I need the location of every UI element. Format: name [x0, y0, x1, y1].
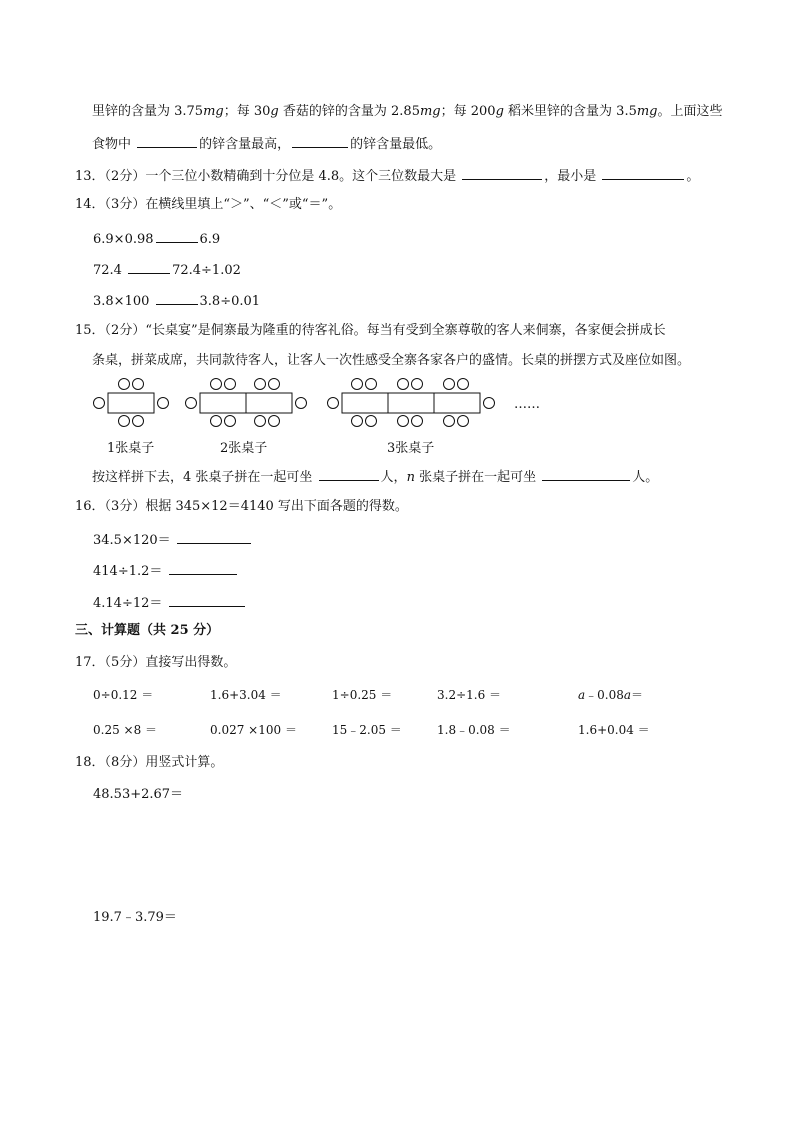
q14-right: 3.8÷0.01	[199, 294, 261, 309]
q17-r1-c1: 0÷0.12 ＝	[93, 688, 154, 702]
q14-left: 72.4	[93, 263, 122, 278]
q17-r2-c2: 0.027 ×100 ＝	[210, 723, 297, 737]
q13-line	[75, 165, 699, 186]
q12-text-a: 里锌的含量为 3.75	[92, 104, 204, 119]
q14-stem: 14．（3分）在横线里填上“＞”、“＜”或“＝”。	[75, 197, 342, 212]
answer-blank[interactable]	[542, 466, 630, 481]
q17-r2-c1: 0.25 ×8 ＝	[93, 723, 158, 737]
q12-text-f: 。上面这些	[657, 104, 723, 119]
q12-text-g: 食物中	[92, 137, 132, 152]
figure-label-2: 2张桌子	[220, 441, 268, 456]
q12-text-b: ；每 30	[223, 104, 271, 119]
q17-r1-c5	[578, 686, 643, 704]
q17-r2-c5: 1.6+0.04 ＝	[578, 723, 650, 737]
answer-blank[interactable]	[462, 165, 542, 180]
unit-mg: mg	[419, 104, 441, 119]
q13-text-a: 13．（2分）一个三位小数精确到十分位是 4.8。这个三位数最大是	[75, 169, 457, 184]
q17-r2-c3: 15﹣2.05 ＝	[332, 723, 402, 737]
q15-text-a: 按这样拼下去，4 张桌子拼在一起可坐	[92, 470, 313, 485]
q12-text-i: 的锌含量最低。	[350, 137, 442, 152]
answer-blank[interactable]	[319, 466, 379, 481]
unit-mg: mg	[636, 104, 658, 119]
q13-text-c: 。	[686, 169, 700, 184]
answer-blank[interactable]	[137, 133, 197, 148]
q14-item-2	[93, 259, 241, 280]
figure-ellipsis: ……	[514, 397, 540, 412]
answer-blank[interactable]	[128, 259, 170, 274]
answer-blank[interactable]	[292, 133, 348, 148]
q15-line3	[92, 466, 658, 487]
q17-r1-c4: 3.2÷1.6 ＝	[437, 688, 502, 702]
q12-line2	[92, 133, 441, 154]
q13-text-b: ，最小是	[544, 169, 597, 184]
q16-expr: 4.14÷12＝	[93, 596, 163, 611]
answer-blank[interactable]	[177, 529, 251, 544]
q14-left: 3.8×100	[93, 294, 150, 309]
answer-blank[interactable]	[156, 290, 198, 305]
q16-item-3	[93, 592, 247, 613]
unit-mg: mg	[203, 104, 224, 119]
q14-left: 6.9×0.98	[93, 232, 154, 247]
q16-expr: 34.5×120＝	[93, 533, 171, 548]
answer-blank[interactable]	[169, 560, 237, 575]
q16-item-1	[93, 529, 253, 550]
q16-item-2	[93, 560, 239, 581]
q14-item-1	[93, 228, 220, 249]
q15-variable-n: n	[406, 470, 415, 485]
var-a: a	[578, 688, 586, 702]
q15-text-d: 人。	[632, 470, 659, 485]
q18-item-1: 48.53+2.67＝	[93, 787, 184, 802]
answer-blank[interactable]	[602, 165, 684, 180]
table-arrangement-figure	[90, 374, 550, 460]
q12-line1	[92, 103, 723, 121]
q14-right: 72.4÷1.02	[172, 263, 241, 278]
q18-item-2: 19.7﹣3.79＝	[93, 910, 177, 925]
q15-line2: 条桌，拼菜成席，共同款待客人，让客人一次性感受全寨各家各户的盛情。长桌的拼摆方式及座位如图。	[92, 353, 691, 368]
q15-line1: 15．（2分）“长桌宴”是侗寨最为隆重的待客礼俗。每当有受到全寨尊敬的客人来侗寨，各家便会拼成长	[75, 323, 666, 338]
q12-text-e: 稻米里锌的含量为 3.5	[503, 104, 637, 119]
q12-text-h: 的锌含量最高，	[199, 137, 291, 152]
section-heading: 三、计算题（共 25 分）	[75, 623, 220, 638]
q17-r2-c4: 1.8﹣0.08 ＝	[437, 723, 511, 737]
unit-g: g	[270, 104, 279, 119]
q15-text-b: 人，	[380, 470, 407, 485]
unit-g: g	[495, 104, 504, 119]
q17-r1-c3: 1÷0.25 ＝	[332, 688, 393, 702]
q12-text-d: ；每 200	[440, 104, 496, 119]
q14-right: 6.9	[199, 232, 221, 247]
figure-label-3: 3张桌子	[387, 441, 435, 456]
q17-r1-c2: 1.6+3.04 ＝	[210, 688, 282, 702]
q14-item-3	[93, 290, 260, 311]
q17-stem: 17．（5分）直接写出得数。	[75, 655, 237, 670]
var-a: a	[623, 688, 632, 702]
answer-blank[interactable]	[156, 228, 198, 243]
answer-blank[interactable]	[169, 592, 245, 607]
figure-label-1: 1张桌子	[107, 441, 155, 456]
q18-stem: 18．（8分）用竖式计算。	[75, 755, 224, 770]
q16-expr: 414÷1.2＝	[93, 564, 163, 579]
expr-eq: ＝	[631, 688, 644, 702]
q12-text-c: 香菇的锌的含量为 2.85	[278, 104, 420, 119]
q15-text-c: 张桌子拼在一起可坐	[414, 470, 537, 485]
expr-mid: ﹣0.08	[585, 688, 624, 702]
q16-stem: 16．（3分）根据 345×12＝4140 写出下面各题的得数。	[75, 499, 408, 514]
